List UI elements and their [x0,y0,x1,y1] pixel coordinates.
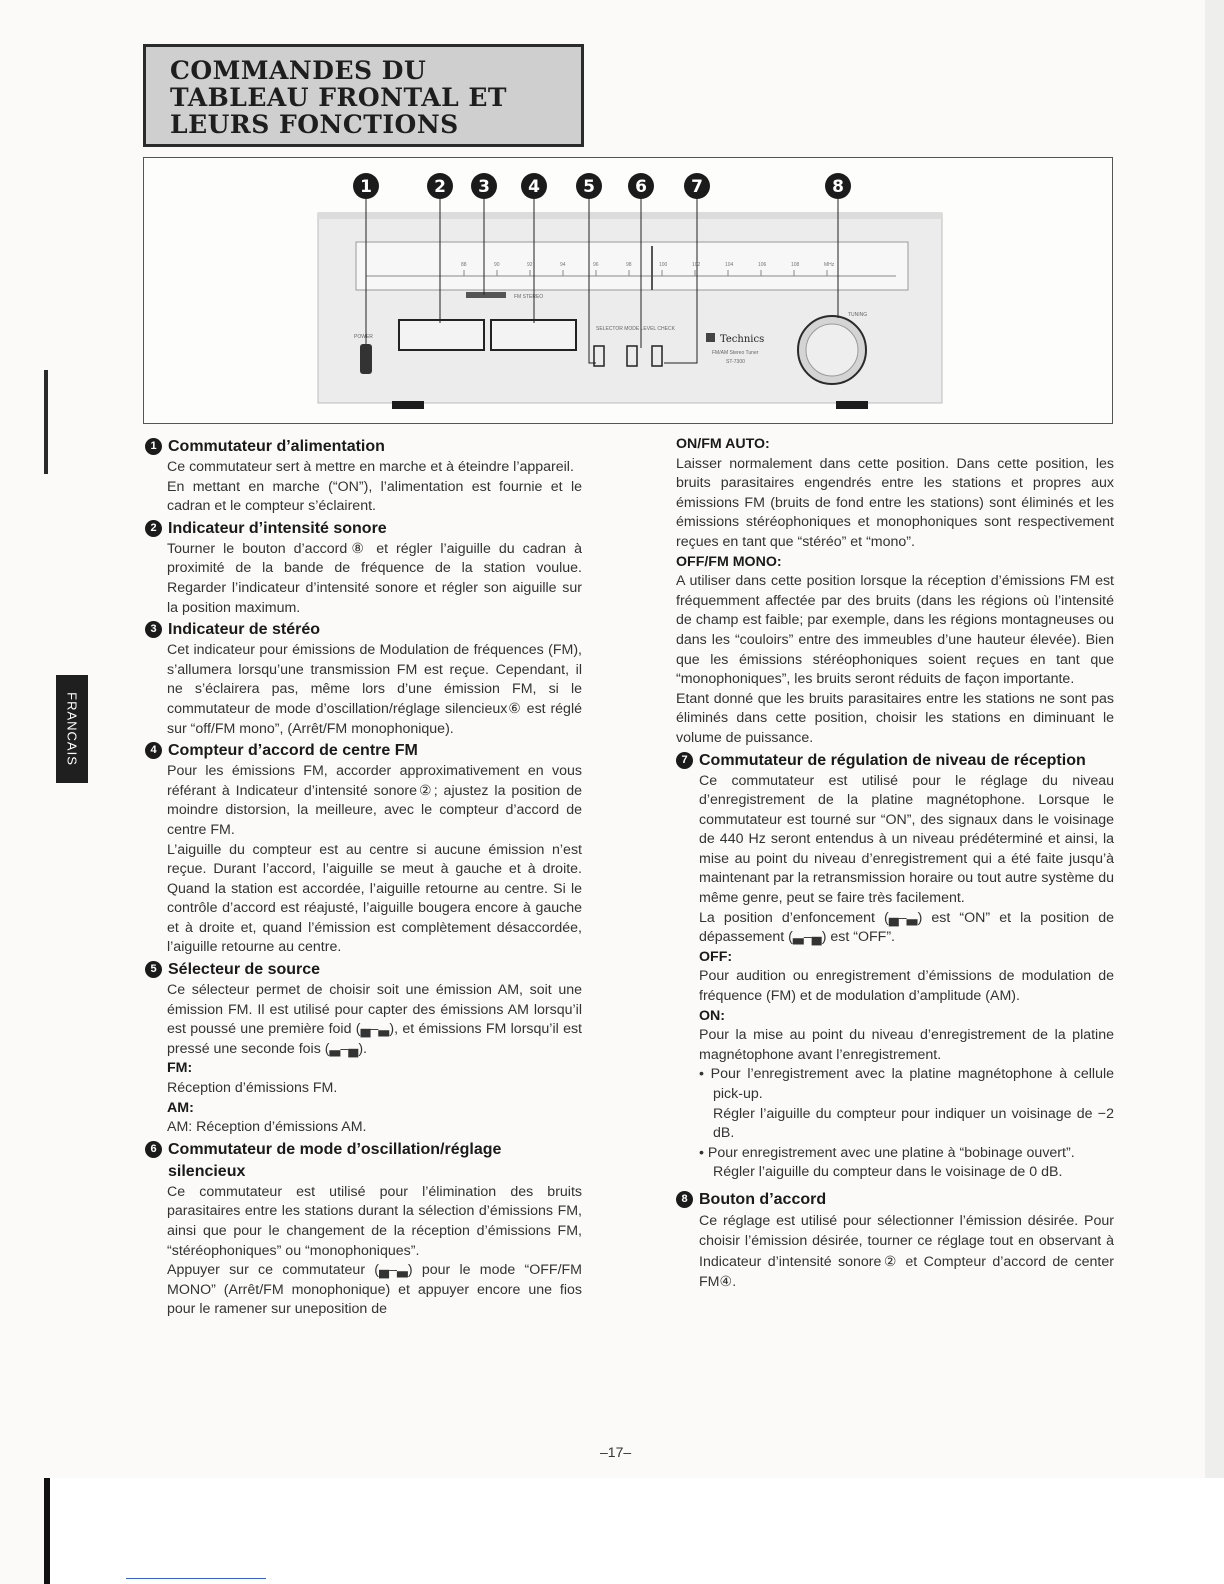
dial-scale-label: 100 [659,262,668,268]
am-label: AM: [167,1099,194,1116]
callout-number-6: 6 [635,177,647,197]
dial-scale-label: 94 [560,262,566,268]
off-fm-mono-text: A utiliser dans cette position lorsque la réception d’émissions FM est fréquemment affectée par des bruits (dans les régions où l’intensité de champ est faible; par exemple, dans les régions montagneuses ou dans les “couloirs” entre des immeubles d’une hauteur élevée). Bien que les émissions stéréophoniques soient reçues en tant que “monophoniques”, les bruits seront réduits de façon importante. [676,573,1114,688]
center-tuning-meter [491,320,576,350]
section-title-3: Indicateur de stéréo [168,621,321,639]
section-number-4: 4 [145,742,162,759]
section-2-body [145,540,582,618]
section-5-body [145,981,582,1138]
off-fm-mono-text-2: Etant donné que les bruits parasitaires entre les stations ne sont pas éliminés dans cette position, choisir les stations en diminuant le volume de puissance. [676,690,1114,746]
section-number-6: 6 [145,1141,162,1158]
section-7-body [676,772,1114,1183]
foot-right [836,401,868,409]
foot-left [392,401,424,409]
section-1-body [145,458,582,517]
bullet-2-detail: Régler l’aiguille du compteur dans le voisinage de 0 dB. [713,1164,1063,1181]
bullet-1: • Pour l’enregistrement avec la platine magnétophone à cellule pick-up. [699,1066,1114,1102]
page-number: –17– [600,1444,632,1460]
bottom-rule [126,1578,266,1579]
tuner-diagram [143,157,1113,424]
tuning-label: TUNING [848,312,868,318]
page-edge [1205,0,1224,1584]
tuner-top-edge [318,213,942,219]
stereo-indicator [466,292,506,298]
dial-scale-label: 104 [725,262,734,268]
signal-meter [399,320,484,350]
callout-number-2: 2 [434,177,446,197]
dial-scale-label: 102 [692,262,701,268]
callout-number-5: 5 [583,177,595,197]
section-number-8: 8 [676,1191,693,1208]
section-number-3: 3 [145,621,162,638]
stereo-label: FM STEREO [514,294,544,300]
page-title [170,57,507,138]
bullet-2: • Pour enregistrement avec une platine à “bobinage ouvert”. [699,1144,1075,1161]
dial-scale-label: 92 [527,262,533,268]
brand-name: Technics [720,334,765,345]
dial-scale-label: 98 [626,262,632,268]
callout-number-1: 1 [360,177,372,197]
callout-number-7: 7 [691,177,703,197]
section-title-5: Sélecteur de source [168,961,321,979]
section-2-paragraph: Tourner le bouton d’accord⑧ et régler l’aiguille du cadran à proximité de la bande de fréquence de la station voulue. Regarder l’indicateur d’intensité sonore et régler son aiguille sur la position maximum. [167,540,582,616]
section-1-paragraph: En mettant en marche (“ON”), l’alimentation est fournie et le cadran et le compteur s’éclairent. [167,478,582,515]
dial-scale-label: 108 [791,262,800,268]
section-heading-5 [145,959,582,981]
section-4-paragraph: L’aiguille du compteur est au centre si aucune émission n’est reçue. Durant l’accord, l’aiguille se meut à gauche et à droite. Quand la station est accordée, l’aiguille retourne au centre. Si le contrôle d’accord est réajusté, l’aiguille bougera encore à gauche et à droite et, quand l’émission est complètement désaccordée, l’aiguille retourne au centre. [167,841,582,956]
section-title-8: Bouton d’accord [699,1190,827,1208]
language-tab [56,675,88,783]
dial-scale-label: MHz [824,262,835,268]
section-number-2: 2 [145,520,162,537]
dial-scale-label: 106 [758,262,767,268]
bottom-margin-bar [44,1478,50,1584]
fm-label: FM: [167,1060,193,1077]
brand-logo [706,333,715,342]
bullet-1-detail: Régler l’aiguille du compteur pour indiquer un voisinage de −2 dB. [713,1105,1114,1142]
model-number: ST-7300 [726,359,745,365]
section-6-paragraph: Ce commutateur est utilisé pour l’élimination des bruits parasitaires entre les stations durant la sélection d’émissions FM, ainsi que pour le changement de la réception d’émissions FM, “stéréophoniques” ou “monophoniques”. [167,1183,582,1259]
section-number-1: 1 [145,438,162,455]
section-4-paragraph: Pour les émissions FM, accorder approximativement en vous référant à Indicateur d’intensité sonore②; ajustez la position de moindre distorsion, la meilleure, avec le compteur d’accord de centre FM. [167,763,582,838]
am-text: AM: Réception d’émissions AM. [167,1119,367,1136]
section-7-text: Ce commutateur est utilisé pour le réglage du niveau d’enregistrement de la platine magnétophone. Lorsque le commutateur est tourné sur “ON”, des signaux dans le voisinage de 440 Hz seront entendus à un niveau prédéterminé et ainsi, la mise au point du niveau d’enregistrement qui a été faite jusqu’à maintenant par la retransmission horaire ou tout autre système du même genre, peut se faire très facilement. [699,772,1114,907]
callout-number-3: 3 [478,177,490,197]
section-heading-3 [145,619,582,641]
button-labels: SELECTOR MODE LEVEL CHECK [596,326,675,332]
on-fm-auto-label: ON/FM AUTO: [676,436,770,452]
callout-number-8: 8 [832,177,844,197]
title-line-2: TABLEAU FRONTAL ET [170,83,508,112]
callout-number-4: 4 [528,177,540,197]
section-6-body [145,1183,582,1320]
section-heading-6 [145,1139,582,1183]
bottom-blank-area [50,1478,1224,1584]
dial-scale-label: 96 [593,262,599,268]
section-4-body [145,762,582,958]
on-label: ON: [699,1007,726,1024]
section-number-7: 7 [676,752,693,769]
power-label: POWER [354,334,373,340]
section-7-text-2: La position d’enfoncement (▄–▃) est “ON” et la position de dépassement (▃–▄) est “OFF”. [699,909,1114,946]
section-number-5: 5 [145,961,162,978]
section-3-paragraph: Cet indicateur pour émissions de Modulation de fréquences (FM), s’allumera lorsqu’une transmission FM est reçue. Cependant, il ne s’éclairera pas, même lors d’une émission FM, si le commutateur de mode d’oscillation/réglage silencieux⑥ est réglé sur “off/FM mono”, (Arrêt/FM monophonique). [167,642,582,737]
dial-scale-label: 88 [461,262,467,268]
section-heading-4 [145,740,582,762]
section-heading-2 [145,518,582,540]
section-title-4: Compteur d’accord de centre FM [168,742,418,760]
off-label: OFF: [699,948,733,965]
power-switch [360,344,372,374]
off-fm-mono-label: OFF/FM MONO: [676,553,782,570]
section-title-6: Commutateur de mode d’oscillation/réglage silencieux [168,1140,502,1180]
section-3-body [145,641,582,739]
title-line-3: LEURS FONCTIONS [170,110,459,139]
section-heading-8 [676,1189,1114,1211]
right-column [676,435,1114,1293]
left-column [145,435,582,1320]
callout-markers [353,173,851,199]
tuner-illustration [144,158,1111,422]
section-title-2: Indicateur d’intensité sonore [168,519,387,537]
section-title-1: Commutateur d’alimentation [168,438,385,455]
title-line-1: COMMANDES DU [170,56,427,85]
on-fm-auto-text: Laisser normalement dans cette position. Dans cette position, les bruits parasitaires engendrés entre les stations et propres aux émissions FM (bruits de fond entre les stations) sont éliminés et les émissions stéréophoniques et monophoniques sont respectivement reçues en tant que “stéréo” et “mono”. [676,455,1114,550]
margin-bar [44,370,48,474]
fm-text: Réception d’émissions FM. [167,1080,338,1097]
on-text: Pour la mise au point du niveau d’enregistrement de la platine magnétophone avant l’enregistrement. [699,1027,1114,1063]
section-title-7: Commutateur de régulation de niveau de réception [699,751,1086,769]
title-box [143,44,584,147]
language-tab-label: FRANCAIS [64,692,80,766]
section-heading-7 [676,750,1114,772]
tuning-knob-face [806,324,858,376]
section-5-paragraph: Ce sélecteur permet de choisir soit une émission AM, soit une émission FM. Il est utilisé pour capter des émissions AM lorsqu’il est poussé une première foid (▄–▃), et émissions FM lorsqu’il est pressé une seconde fois (▃–▄). [167,982,582,1057]
section-8-text: Ce réglage est utilisé pour sélectionner l’émission désirée. Pour choisir l’émission désirée, tourner ce réglage tout en observant à Indicateur d’intensité sonore② et Compteur d’accord de center FM④. [699,1212,1114,1291]
dial-scale-label: 90 [494,262,500,268]
section-heading-1 [145,436,582,458]
section-6-paragraph: Appuyer sur ce commutateur (▄–▃) pour le mode “OFF/FM MONO” (Arrêt/FM monophonique) et appuyer encore une fios pour le ramener sur uneposition de [167,1262,582,1318]
model-line: FM/AM Stereo Tuner [712,350,759,356]
off-text: Pour audition ou enregistrement d’émissions de modulation de fréquence (FM) et de modulation d’amplitude (AM). [699,968,1114,1005]
section-1-paragraph: Ce commutateur sert à mettre en marche et à éteindre l’appareil. [167,459,574,475]
